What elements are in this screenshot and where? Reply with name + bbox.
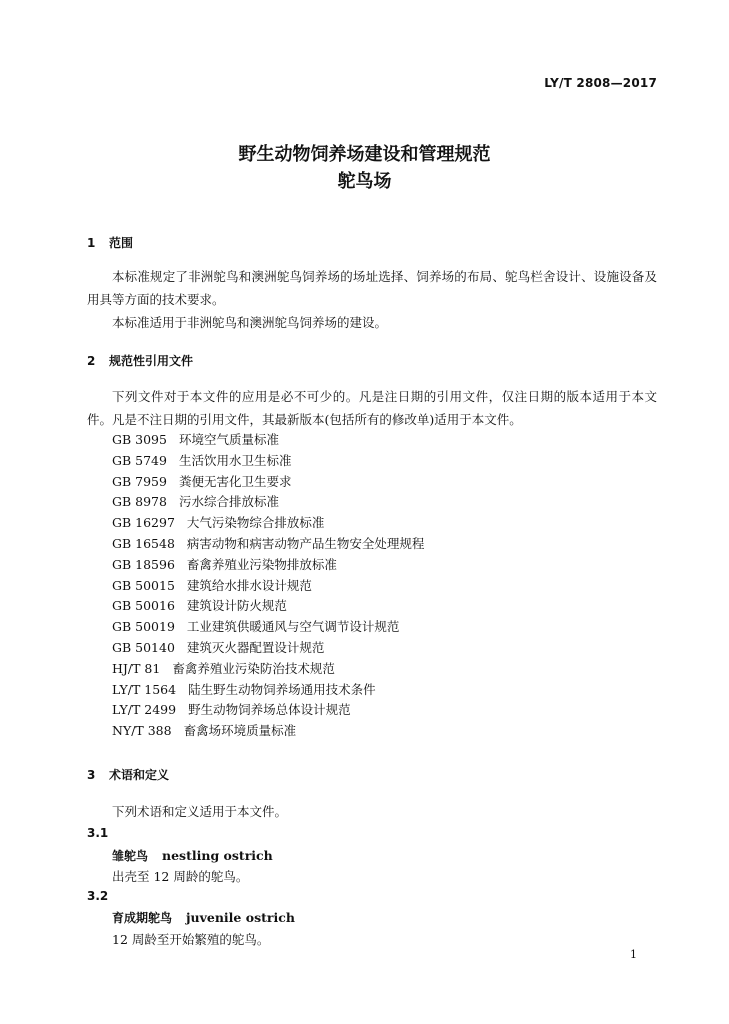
section-title: 范围 <box>109 236 134 250</box>
section-1-heading <box>87 234 133 251</box>
term-english: nestling ostrich <box>162 848 273 863</box>
reference-title: 建筑灭火器配置设计规范 <box>186 639 325 655</box>
reference-item <box>112 430 424 451</box>
term-english: juvenile ostrich <box>186 910 295 925</box>
reference-item <box>112 534 424 555</box>
reference-title: 大气污染物综合排放标准 <box>186 515 325 531</box>
reference-title: 环境空气质量标准 <box>178 432 279 447</box>
section-title: 术语和定义 <box>109 768 170 782</box>
term-3-1 <box>112 847 273 864</box>
reference-title: 畜禽养殖业污染物排放标准 <box>186 556 337 572</box>
term-3-2-number: 3.2 <box>87 889 109 903</box>
reference-code: GB 50019 <box>112 619 175 635</box>
reference-item <box>112 472 424 493</box>
reference-code: NY/T 388 <box>112 723 172 739</box>
reference-code: GB 16297 <box>112 515 175 531</box>
reference-code: GB 5749 <box>112 452 167 468</box>
reference-item <box>112 492 424 513</box>
reference-title: 生活饮用水卫生标准 <box>178 452 292 468</box>
term-3-2 <box>112 909 295 926</box>
reference-code: GB 16548 <box>112 535 175 551</box>
reference-title: 陆生野生动物饲养场通用技术条件 <box>188 681 376 697</box>
document-title: 野生动物饲养场建设和管理规范 <box>238 144 491 165</box>
reference-title: 病害动物和病害动物产品生物安全处理规程 <box>186 535 425 551</box>
section-number: 3 <box>87 768 96 782</box>
term-chinese: 雏鸵鸟 <box>112 849 149 863</box>
reference-code: GB 50015 <box>112 577 175 593</box>
reference-code: GB 8978 <box>112 494 167 510</box>
reference-item <box>112 617 424 638</box>
reference-code: HJ/T 81 <box>112 660 161 676</box>
reference-code: GB 7959 <box>112 473 167 489</box>
reference-item <box>112 680 424 701</box>
standard-code: LY/T 2808—2017 <box>544 76 657 90</box>
reference-item <box>112 513 424 534</box>
page-number: 1 <box>630 948 637 961</box>
reference-code: GB 50140 <box>112 639 175 655</box>
reference-item <box>112 596 424 617</box>
document-subtitle: 鸵鸟场 <box>337 171 392 192</box>
reference-code: GB 3095 <box>112 432 167 447</box>
term-3-1-definition: 出壳至 12 周龄的鸵鸟。 <box>112 869 249 884</box>
section-title: 规范性引用文件 <box>109 354 194 368</box>
reference-item <box>112 451 424 472</box>
reference-code: LY/T 2499 <box>112 702 177 718</box>
section-2-heading <box>87 352 193 369</box>
normative-references-list <box>112 430 424 742</box>
reference-item <box>112 576 424 597</box>
reference-title: 粪便无害化卫生要求 <box>178 473 292 489</box>
section-number: 1 <box>87 236 96 250</box>
reference-title: 工业建筑供暖通风与空气调节设计规范 <box>186 619 400 635</box>
reference-item <box>112 721 424 742</box>
section-3-heading <box>87 766 169 783</box>
references-intro: 下列文件对于本文件的应用是必不可少的。凡是注日期的引用文件，仅注日期的版本适用于本文件。凡是不注日期的引用文件，其最新版本(包括所有的修改单)适用于本文件。 <box>87 389 657 427</box>
scope-paragraph-2: 本标准适用于非洲鸵鸟和澳洲鸵鸟饲养场的建设。 <box>112 315 388 330</box>
reference-code: LY/T 1564 <box>112 681 177 697</box>
section-number: 2 <box>87 354 96 368</box>
reference-code: GB 50016 <box>112 598 175 614</box>
term-3-1-number: 3.1 <box>87 826 109 840</box>
reference-title: 建筑设计防火规范 <box>186 598 287 614</box>
reference-item <box>112 638 424 659</box>
reference-item <box>112 700 424 721</box>
scope-paragraph-1: 本标准规定了非洲鸵鸟和澳洲鸵鸟饲养场的场址选择、饲养场的布局、鸵鸟栏舍设计、设施设备及用具等方面的技术要求。 <box>87 269 657 307</box>
term-3-2-definition: 12 周龄至开始繁殖的鸵鸟。 <box>112 932 270 947</box>
reference-item <box>112 555 424 576</box>
reference-title: 建筑给水排水设计规范 <box>186 577 312 593</box>
reference-title: 畜禽养殖业污染防治技术规范 <box>172 660 335 676</box>
reference-title: 污水综合排放标准 <box>178 494 279 510</box>
reference-title: 畜禽场环境质量标准 <box>183 723 297 739</box>
term-chinese: 育成期鸵鸟 <box>112 911 173 925</box>
reference-title: 野生动物饲养场总体设计规范 <box>188 702 351 718</box>
terms-intro: 下列术语和定义适用于本文件。 <box>112 804 288 819</box>
reference-item <box>112 659 424 680</box>
reference-code: GB 18596 <box>112 556 175 572</box>
